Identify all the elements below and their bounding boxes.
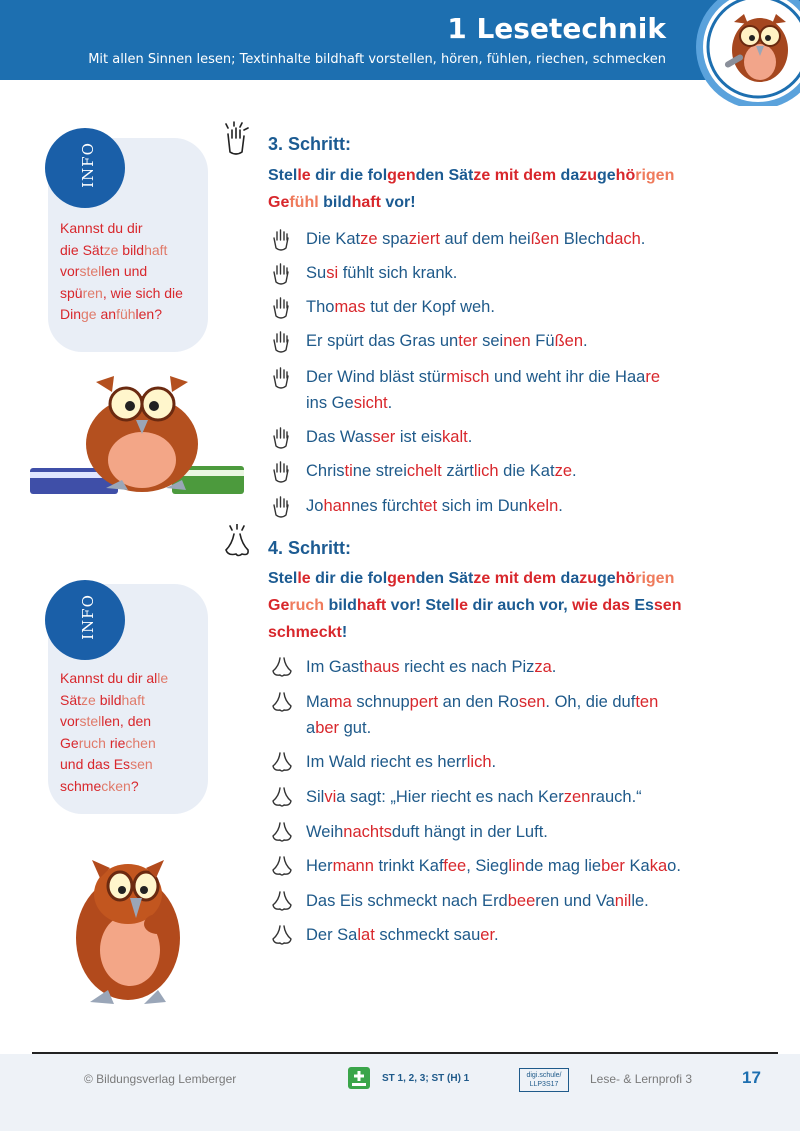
sentence-text: Der Salat schmeckt sauer.: [306, 926, 499, 944]
nose-icon: [270, 924, 294, 946]
digi-line-2: LLP3S17: [529, 1081, 559, 1088]
digi-line-1: digi.schule/: [526, 1072, 562, 1079]
hand-icon: [270, 228, 292, 252]
sentence-text: Er spürt das Gras unter seinen Füßen.: [306, 332, 588, 350]
chapter-title: 1 Lesetechnik: [447, 12, 666, 45]
sentence-text: Die Katze spaziert auf dem heißen Blechdach.: [306, 230, 646, 248]
nose-icon: [270, 890, 294, 912]
header-banner: [0, 0, 800, 80]
step4-instruction: Stelle dir die folgenden Sätze mit dem dazugehörigen Geruch bildhaft vor! Stelle dir auch vor, wie das Essen schmeckt!: [268, 570, 682, 641]
footer-band: [0, 1054, 800, 1131]
sentence-text: Thomas tut der Kopf weh.: [306, 298, 495, 316]
hand-icon: [270, 426, 292, 450]
hand-icon: [270, 262, 292, 286]
hand-icon: [270, 460, 292, 484]
nose-smell-icon: [222, 524, 252, 560]
book-title: Lese- & Lernprofi 3: [590, 1072, 693, 1086]
copyright: © Bildungsverlag Lemberger: [84, 1072, 237, 1086]
info-box-smell: [48, 584, 208, 814]
owl-on-books-illustration: [26, 368, 248, 500]
nose-icon: [270, 821, 294, 843]
sentence-text: Das Wasser ist eiskalt.: [306, 428, 473, 446]
info-badge: [45, 128, 125, 208]
info-label: INFO: [78, 142, 97, 188]
sentence-text: Weihnachtsduft hängt in der Luft.: [306, 823, 548, 841]
sentence-text: Christine streichelt zärtlich die Katze.: [306, 462, 577, 480]
sentence-text: Hermann trinkt Kaffee, Sieglinde mag lieber Kakao.: [306, 857, 681, 875]
page-number: 17: [742, 1068, 761, 1087]
standards-reference: ST 1, 2, 3; ST (H) 1: [382, 1073, 470, 1084]
hand-icon: [270, 296, 292, 320]
info-badge: [45, 580, 125, 660]
nose-icon: [270, 751, 294, 773]
step3-title: 3. Schritt:: [268, 134, 352, 154]
nose-icon: [270, 786, 294, 808]
nose-icon: [270, 691, 294, 713]
sentence-text: Der Wind bläst stürmisch und weht ihr die Haare ins Gesicht.: [306, 368, 660, 412]
digi-code-link[interactable]: [519, 1068, 569, 1092]
step4-title: 4. Schritt:: [268, 538, 352, 558]
info-question: Kannst du dir die Sätze bildhaft vorstellen und spüren, wie sich die Dinge anfühlen?: [60, 220, 183, 322]
hand-icon: [270, 495, 292, 519]
sentence-text: Johannes fürchtet sich im Dunkeln.: [306, 497, 563, 515]
sentence-text: Susi fühlt sich krank.: [306, 264, 458, 282]
info-label: INFO: [78, 594, 97, 640]
nose-icon: [270, 855, 294, 877]
owl-mechanic-badge: [694, 0, 800, 106]
info-question: Kannst du dir alle Sätze bildhaft vorstellen, den Geruch riechen und das Essen schmecken?: [60, 670, 169, 794]
sentence-text: Das Eis schmeckt nach Erdbeeren und Vanille.: [306, 892, 649, 910]
hand-icon: [270, 330, 292, 354]
nose-icon: [270, 656, 294, 678]
thinking-owl-illustration: [50, 838, 200, 1016]
sentence-text: Silvia sagt: „Hier riecht es nach Kerzenrauch.“: [306, 788, 642, 806]
sentence-text: Mama schnuppert an den Rosen. Oh, die duften aber gut.: [306, 693, 659, 737]
sentence-text: Im Gasthaus riecht es nach Pizza.: [306, 658, 557, 676]
sentence-text: Im Wald riecht es herrlich.: [306, 753, 497, 771]
hand-feel-icon: [222, 120, 250, 158]
chapter-subtitle: Mit allen Sinnen lesen; Textinhalte bildhaft vorstellen, hören, fühlen, riechen, schmecken: [88, 52, 666, 67]
step3-instruction: Stelle dir die folgenden Sätze mit dem dazugehörigen Gefühl bildhaft vor!: [268, 167, 675, 211]
plus-icon: [348, 1067, 370, 1089]
hand-icon: [270, 366, 292, 390]
info-box-feel: [48, 138, 208, 352]
